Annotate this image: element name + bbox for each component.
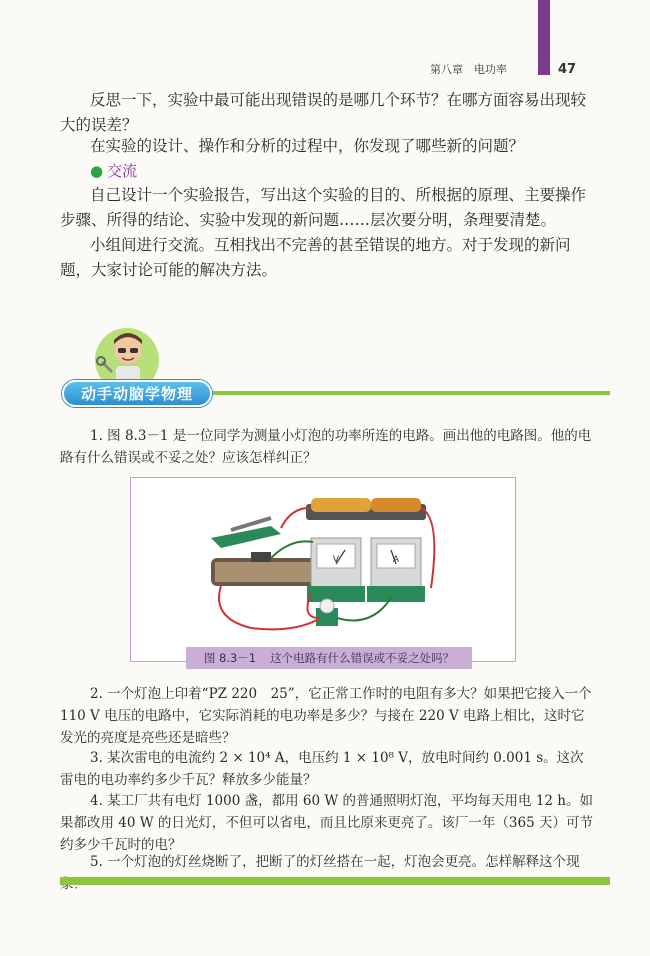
page-number: 47 [558, 61, 577, 77]
bottom-accent-bar [60, 877, 610, 885]
question-2: 2. 一个灯泡上印着“PZ 220 25”，它正常工作时的电阻有多大？如果把它接入一个 110 V 电压的电路中，它实际消耗的电功率是多少？与接在 220 V 电路上相比，这时它发光的亮度是亮些还是暗些？ [60, 686, 592, 746]
report-paragraph: 自己设计一个实验报告，写出这个实验的目的、所根据的原理、主要操作步骤、所得的结论、实验中发现的新问题……层次要分明，条理要清楚。 [60, 186, 587, 229]
voltmeter-letter: V [332, 555, 340, 565]
page-header [430, 60, 590, 78]
reflection-paragraph: 反思一下，实验中最可能出现错误的是哪几个环节？在哪方面容易出现较大的误差？ [60, 91, 587, 134]
figure-caption [186, 647, 472, 669]
banner-title: 动手动脑学物理 [62, 380, 212, 407]
question-1: 1. 图 8.3－1 是一位同学为测量小灯泡的功率所连的电路。画出他的电路图。他的电路有什么错误或不妥之处？应该怎样纠正？ [60, 428, 592, 466]
circuit-illustration [131, 478, 517, 663]
bullet-icon: ● [90, 162, 104, 180]
question-5: 5. 一个灯泡的灯丝烧断了，把断了的灯丝搭在一起，灯泡会更亮。怎样解释这个现 [90, 854, 580, 870]
question-4: 4. 某工厂共有电灯 1000 盏，都用 60 W 的普通照明灯泡，平均每天用电 12 h。如果都改用 40 W 的日光灯，不但可以省电，而且比原来更亮了。该厂一年（365 天）可节约多少千瓦时的电？ [60, 793, 593, 853]
chapter-title: 第八章 电功率 [430, 63, 507, 76]
figure-caption-text: 这个电路有什么错误或不妥之处吗？ [270, 651, 455, 665]
section-heading [90, 160, 137, 181]
ammeter-letter: A [392, 555, 400, 565]
banner-rule [200, 391, 610, 395]
figure-frame [130, 477, 516, 662]
discussion-paragraph: 小组间进行交流。互相找出不完善的甚至错误的地方。对于发现的新问题，大家讨论可能的解决方法。 [60, 236, 571, 279]
question-3: 3. 某次雷电的电流约 2 × 10⁴ A，电压约 1 × 10⁸ V，放电时间约 0.001 s。这次雷电的电功率约多少千瓦？释放多少能量？ [60, 750, 584, 788]
question-paragraph: 在实验的设计、操作和分析的过程中，你发现了哪些新的问题？ [90, 137, 525, 155]
figure-number: 图 8.3－1 [203, 651, 257, 665]
section-title: 交流 [107, 162, 138, 180]
